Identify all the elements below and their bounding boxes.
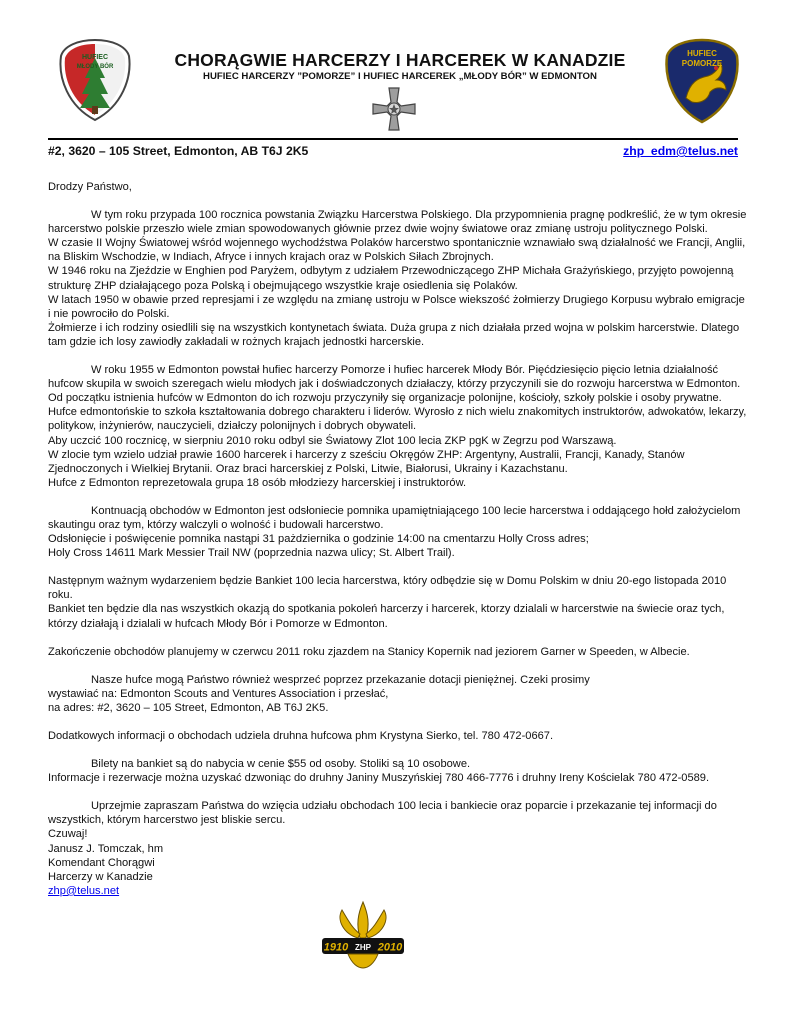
paragraph-20b: Informacje i rezerwacje można uzyskać dzwoniąc do druhny Janiny Muszyńskiej 780 466-7776 i druhny Ireny Kościelak 780 472-0589. (48, 772, 710, 785)
paragraph-11: Hufce z Edmonton reprezetowala grupa 18 osób młodziezy harcerskiej i instruktorów. (48, 476, 467, 489)
paragraph-17: Zakończenie obchodów planujemy w czerwcu 2011 roku zjazdem na Stanicy Kopernik nad jeziorem Garner w Speeden, w Albecie. (48, 645, 690, 658)
header-divider (48, 138, 738, 140)
logo-left-text-1: HUFIEC (81, 54, 109, 61)
paragraph-12: Kontnuacją obchodów w Edmonton jest odsłoniecie pomnika upamiętniającego 100 lecie harcerstwa i oddającego hołd założycielom skautingu oraz tym, którzy walczyli o wolność i budowali harcerstwo. (48, 504, 741, 531)
paragraph-20: Bilety na bankiet są do nabycia w cenie $55 od osoby. Stoliki są 10 osobowe. (91, 758, 471, 771)
paragraph-16: Bankiet ten będzie dla nas wszystkich okazją do spotkania pokoleń harcerzy i harcerek, ktorzy dzialali w harcerstwie na świecie oraz tych, którzy działają i dzialali w hufcach Młody Bór i Pomorze w Edmonton. (48, 603, 725, 630)
paragraph-1: W tym roku przypada 100 rocznica powstania Związku Harcerstwa Polskiego. Dla przypomnienia pragnę podkreślić, że w tym okresie harcerstwo polskie przeszło wiele zmian spowodowanych głównie przez dwie wojny światowe oraz zmianę ustroju politycznego Polski. (48, 209, 747, 236)
paragraph-19: Dodatkowych informacji o obchodach udziela druhna hufcowa phm Krystyna Sierko, tel. 780 472-0667. (48, 730, 554, 742)
office-address: #2, 3620 – 105 Street, Edmonton, AB T6J 2K5 (48, 144, 309, 158)
paragraph-7: Od początku istnienia hufców w Edmonton do ich rozwoju przyczyniły się organizacje polonijne, kościoły, szkoły polskie i osoby prywatne. (48, 392, 722, 405)
paragraph-5: Żołmierze i ich rodziny osiedlili się na wszystkich kontynetach świata. Duża grupa z nich działała przed wojna w polskim harcerstwie. Dlatego tam gdzie ich losy zawiodły zakładali w rożnych krajach jednostki harcerskie. (48, 321, 740, 348)
signature-greeting: Czuwaj! (48, 828, 88, 841)
emblem-zhp: ZHP (355, 943, 371, 952)
logo-right-text-2: POMORZE (681, 59, 723, 68)
paragraph-13: Odsłonięcie i poświęcenie pomnika nastąpi 31 pażdziernika o godzinie 14:00 na cmentarzu Holly Cross adres; (48, 533, 589, 546)
paragraph-14: Holy Cross 14611 Mark Messier Trail NW (poprzednia nazwa ulicy; St. Albert Trail). (48, 547, 455, 560)
paragraph-18b: wystawiać na: Edmonton Scouts and Ventures Association i przesłać, (48, 687, 389, 700)
paragraph-3: W 1946 roku na Zjeździe w Enghien pod Paryżem, odbytym z udziałem Przewodniczącego ZHP Michała Grażyńskiego, przyjęto powojenną strukturę ZHP działającego poza Polską i obejmującego wszystkie kraje osiedlenia się Polaków. (48, 265, 734, 292)
logo-right-text-1: HUFIEC (687, 49, 717, 58)
signature-role: Komendant Chorągwi (48, 856, 155, 869)
paragraph-9: Aby uczcić 100 rocznicę, w sierpniu 2010 roku odbyl sie Światowy Zlot 100 lecia ZKP pgK w Zegrzu pod Warszawą. (48, 434, 617, 447)
header-email-link[interactable]: zhp_edm@telus.net (623, 144, 738, 158)
address-line (48, 144, 738, 158)
mlody-bor-shield-logo (58, 38, 132, 122)
paragraph-18c: na adres: #2, 3620 – 105 Street, Edmonton, AB T6J 2K5. (48, 701, 329, 714)
paragraph-8: Hufce edmontońskie to szkoła kształtowania dobrego charakteru i liderów. Wyrosło z nich wielu znakomitych instruktorów, adwokatów, lekarzy, politykow, inżynierów, nauczycieli, działczy polonijnych i dobrych obywateli. (48, 406, 747, 433)
zhp-centenary-lily-emblem (318, 900, 408, 970)
harcerski-cross-icon (371, 86, 417, 132)
letter-body (48, 180, 748, 898)
paragraph-10: W zlocie tym wzielo udział prawie 1600 harcerek i harcerzy z sześciu Okręgów ZHP: Argentyny, Australii, Francji, Kanady, Stanów Zjednoczonych i Wielkiej Brytanii. Oraz braci harcerskiej z Polski, Litwie, Białorusi, Ukrainy i Kazachstanu. (48, 448, 685, 475)
paragraph-2: W czasie II Wojny Światowej wśród wojennego wychodźstwa Polaków harcerstwo spontanicznie wznawiało swą działalność we Francji, Anglii, na Bliskim Wschodzie, w Indiach, Afryce i innych krajach oraz w Polskich Siłach Zbrojnych. (48, 237, 746, 264)
logo-left-text-2: MŁODY BÓR (76, 64, 114, 70)
signature-name: Janusz J. Tomczak, hm (48, 842, 164, 855)
emblem-year-end: 2010 (377, 941, 403, 954)
paragraph-4: W latach 1950 w obawie przed represjami i ze względu na zmianę ustroju w Polsce wiekszość żołmierzy Drugiego Korpusu wybrało emigracje i nie powrociło do Polski. (48, 293, 745, 320)
letterhead-subtitle: HUFIEC HARCERZY ”POMORZE” I HUFIEC HARCEREK „MŁODY BÓR” W EDMONTON (203, 71, 597, 82)
paragraph-6: W roku 1955 w Edmonton powstał hufiec harcerzy Pomorze i hufiec harcerek Młody Bór. Pięćdziesięcio pięcio letnia działalność hufcow skupila w swoich szeregach wielu młodych jak i doświadczonych działaczy, którzy przyczynili sie do rozwoju harcerstwa w Edmonton. (48, 364, 741, 391)
paragraph-21: Uprzejmie zapraszam Państwa do wzięcia udziału obchodach 100 lecia i bankiecie oraz poparcie i przekazanie tej informacji do wszystkich, którym harcerstwo jest bliskie sercu. (48, 800, 717, 827)
paragraph-18: Nasze hufce mogą Państwo również wesprzeć poprzez przekazanie dotacji pieniężnej. Czeki prosimy (91, 673, 590, 686)
signature-org: Harcerzy w Kanadzie (48, 870, 153, 883)
greeting: Drodzy Państwo, (48, 181, 132, 193)
paragraph-15: Następnym ważnym wydarzeniem będzie Bankiet 100 lecia harcerstwa, który odbędzie się w Domu Polskim w dniu 20-ego listopada 2010 roku. (48, 575, 727, 602)
signature-email-link[interactable]: zhp@telus.net (48, 884, 120, 897)
pomorze-shield-logo (664, 38, 740, 124)
letterhead-title: CHORĄGWIE HARCERZY I HARCEREK W KANADZIE (174, 50, 626, 70)
emblem-year-start: 1910 (323, 941, 349, 954)
